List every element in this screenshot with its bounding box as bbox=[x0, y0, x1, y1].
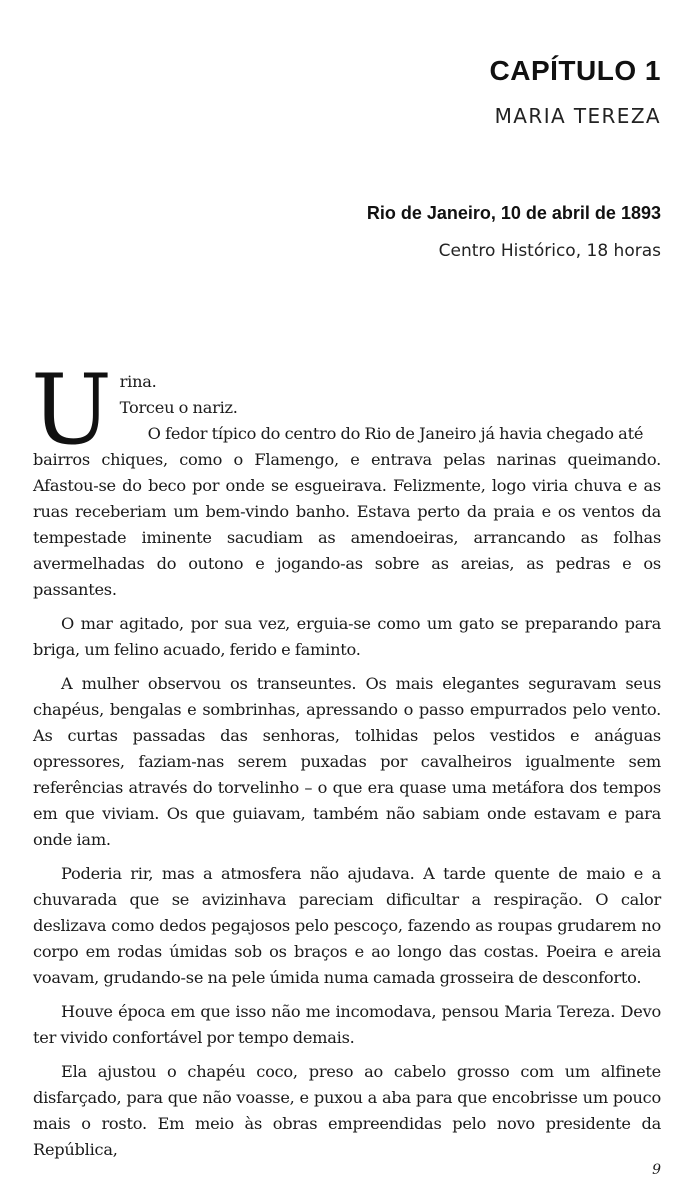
location-date: Rio de Janeiro, 10 de abril de 1893 bbox=[366, 203, 661, 223]
paragraph-line: Torceu o nariz. bbox=[119, 398, 238, 417]
page-number: 9 bbox=[652, 1162, 661, 1178]
paragraph: Houve época em que isso não me incomodava, pensou Maria Tereza. Devo ter vivido confortável por tempo demais. bbox=[33, 1002, 661, 1047]
chapter-body bbox=[31, 354, 661, 1171]
paragraph: Ela ajustou o chapéu coco, preso ao cabelo grosso com um alfinete disfarçado, para que não voasse, e puxou a aba para que encobrisse um pouco mais o rosto. Em meio às obras empreendidas pelo novo presidente da República, bbox=[33, 1062, 661, 1159]
paragraph: A mulher observou os transeuntes. Os mais elegantes seguravam seus chapéus, bengalas e sombrinhas, apressando o passo empurrados pelo vento. As curtas passadas das senhoras, tolhidas pelos vestidos e anáguas opressores, faziam-nas serem puxadas por cavalheiros igualmente sem referências através do torvelinho – o que era quase uma metáfora dos tempos em que viviam. Os que guiavam, também não sabiam onde estavam e para onde iam. bbox=[33, 674, 661, 849]
location-time: Centro Histórico, 18 horas bbox=[438, 241, 661, 261]
paragraph: bairros chiques, como o Flamengo, e entrava pelas narinas queimando. Afastou-se do beco por onde se esgueirava. Felizmente, logo viria chuva e as ruas receberiam um bem-vindo banho. Estava perto da praia e os ventos da tempestade iminente sacudiam as amendoeiras, arrancando as folhas avermelhadas do outono e jogando-as sobre as areias, as pedras e os passantes. bbox=[33, 450, 661, 599]
paragraph-line: O fedor típico do centro do Rio de Janeiro já havia chegado até bbox=[147, 424, 644, 443]
chapter-subtitle: MARIA TEREZA bbox=[494, 104, 661, 128]
paragraph: O mar agitado, por sua vez, erguia-se como um gato se preparando para briga, um felino acuado, ferido e faminto. bbox=[33, 614, 661, 659]
drop-cap: U bbox=[31, 354, 112, 466]
chapter-title: CAPÍTULO 1 bbox=[489, 55, 661, 86]
paragraph-line: rina. bbox=[119, 372, 157, 391]
paragraph: Poderia rir, mas a atmosfera não ajudava. A tarde quente de maio e a chuvarada que se avizinhava pareciam dificultar a respiração. O calor deslizava como dedos pegajosos pelo pescoço, fazendo as roupas grudarem no corpo em rodas úmidas sob os braços e ao longo das costas. Poeira e areia voavam, grudando-se na pele úmida numa camada grosseira de desconforto. bbox=[33, 864, 661, 987]
